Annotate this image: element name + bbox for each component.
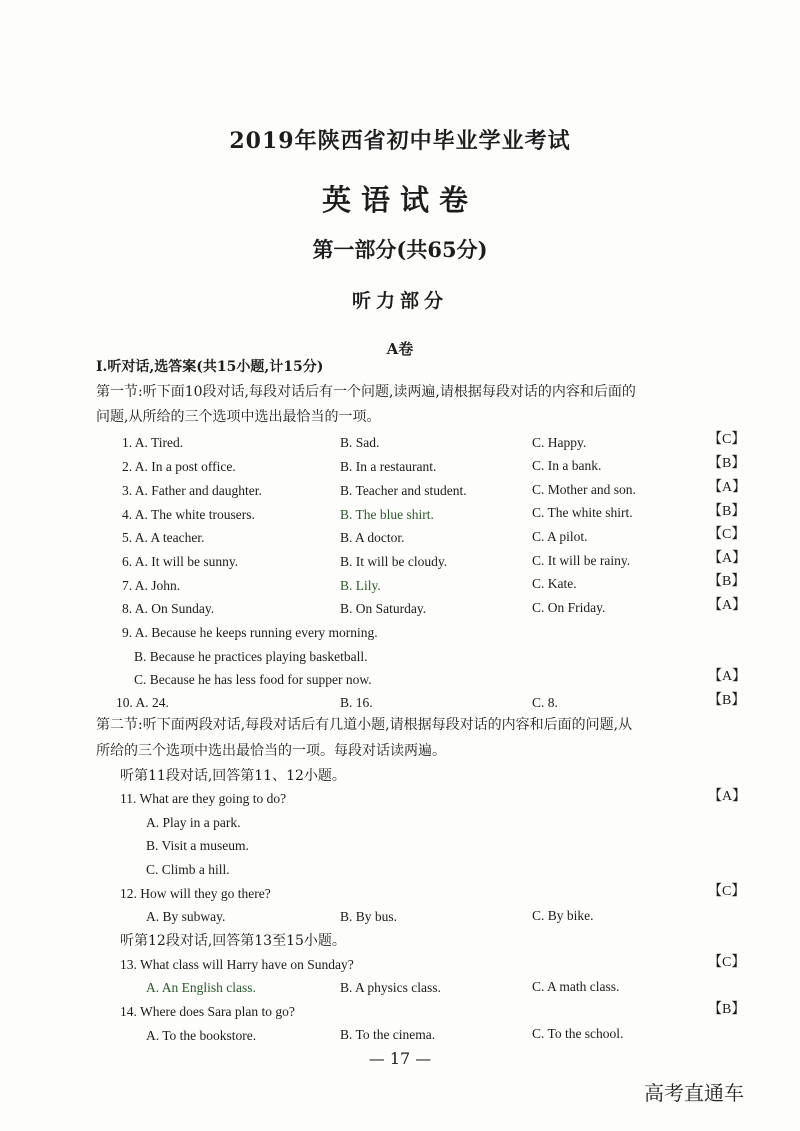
q3-option-a: 3. A. Father and daughter. — [122, 483, 262, 498]
page-number: — 17 — — [368, 1049, 432, 1068]
q12-option-c: C. By bike. — [532, 908, 594, 923]
q10-option-a: 10. A. 24. — [116, 695, 169, 710]
q9-option-a: 9. A. Because he keeps running every morning. — [122, 625, 378, 640]
q1-option-b: B. Sad. — [340, 435, 380, 450]
q2-option-c: C. In a bank. — [532, 458, 602, 473]
q5-option-a: 5. A. A teacher. — [122, 530, 205, 545]
q13-option-b: B. A physics class. — [340, 980, 441, 995]
q1-option-a: 1. A. Tired. — [122, 435, 184, 450]
q6-answer: 【A】 — [708, 551, 747, 566]
q4-option-a: 4. A. The white trousers. — [122, 507, 255, 522]
q10-answer: 【B】 — [708, 693, 746, 708]
q10-option-b: B. 16. — [340, 695, 373, 710]
q14-option-b: B. To the cinema. — [340, 1027, 436, 1042]
q6-option-b: B. It will be cloudy. — [340, 554, 448, 569]
q8-answer: 【A】 — [708, 598, 747, 613]
q12-answer: 【C】 — [708, 884, 746, 899]
q12-stem: 12. How will they go there? — [120, 886, 271, 901]
q4-option-b: B. The blue shirt. — [340, 507, 434, 522]
q11-option-a: A. Play in a park. — [146, 815, 241, 830]
sec2-instruction-line2: 所给的三个选项中选出最恰当的一项。每段对话读两遍。 — [96, 743, 446, 759]
q13-stem: 13. What class will Harry have on Sunday? — [120, 957, 354, 972]
q3-answer: 【A】 — [708, 480, 747, 495]
sec2-instruction-line1: 第二节:听下面两段对话,每段对话后有几道小题,请根据每段对话的内容和后面的问题,从 — [96, 717, 633, 733]
q9-answer: 【A】 — [708, 669, 747, 684]
dialog11-instruction: 听第11段对话,回答第11、12小题。 — [120, 768, 346, 784]
q13-option-a: A. An English class. — [146, 980, 256, 995]
q10-option-c: C. 8. — [532, 695, 558, 710]
q7-option-c: C. Kate. — [532, 576, 577, 591]
q2-option-b: B. In a restaurant. — [340, 459, 437, 474]
q5-option-b: B. A doctor. — [340, 530, 405, 545]
q4-answer: 【B】 — [708, 504, 746, 519]
q7-answer: 【B】 — [708, 574, 746, 589]
q14-answer: 【B】 — [708, 1002, 746, 1017]
q14-option-a: A. To the bookstore. — [146, 1028, 257, 1043]
q3-option-b: B. Teacher and student. — [340, 483, 467, 498]
q9-option-c: C. Because he has less food for supper now. — [134, 672, 372, 687]
q11-option-c: C. Climb a hill. — [146, 862, 230, 877]
q2-option-a: 2. A. In a post office. — [122, 459, 236, 474]
part-title: 第一部分(共65分) — [312, 237, 488, 262]
q3-option-c: C. Mother and son. — [532, 482, 636, 497]
q13-option-c: C. A math class. — [532, 979, 620, 994]
q1-answer: 【C】 — [708, 432, 746, 447]
part1-heading: Ⅰ.听对话,选答案(共15小题,计15分) — [96, 359, 324, 375]
subject-title: 英语试卷 — [321, 183, 478, 217]
q6-option-a: 6. A. It will be sunny. — [122, 554, 239, 569]
dialog12-instruction: 听第12段对话,回答第13至15小题。 — [120, 933, 346, 949]
sec1-instruction-line1: 第一节:听下面10段对话,每段对话后有一个问题,读两遍,请根据每段对话的内容和后面的 — [96, 384, 636, 400]
exam-title: 2019年陕西省初中毕业学业考试 — [229, 128, 571, 154]
sec1-instruction-line2: 问题,从所给的三个选项中选出最恰当的一项。 — [96, 409, 381, 425]
watermark: 高考直通车 — [644, 1081, 744, 1105]
q7-option-a: 7. A. John. — [122, 578, 181, 593]
q2-answer: 【B】 — [708, 456, 746, 471]
q1-option-c: C. Happy. — [532, 435, 587, 450]
q7-option-b: B. Lily. — [340, 578, 381, 593]
q11-option-b: B. Visit a museum. — [146, 838, 249, 853]
q14-stem: 14. Where does Sara plan to go? — [120, 1004, 295, 1019]
q14-option-c: C. To the school. — [532, 1026, 624, 1041]
q6-option-c: C. It will be rainy. — [532, 553, 631, 568]
section-title: 听力部分 — [351, 290, 448, 312]
q8-option-c: C. On Friday. — [532, 600, 606, 615]
q11-stem: 11. What are they going to do? — [120, 791, 287, 806]
q8-option-a: 8. A. On Sunday. — [122, 601, 215, 616]
q5-answer: 【C】 — [708, 527, 746, 542]
q9-option-b: B. Because he practices playing basketball. — [134, 649, 368, 664]
volume-label: A卷 — [386, 340, 414, 358]
q5-option-c: C. A pilot. — [532, 529, 588, 544]
q12-option-b: B. By bus. — [340, 909, 398, 924]
q4-option-c: C. The white shirt. — [532, 505, 633, 520]
q12-option-a: A. By subway. — [146, 909, 226, 924]
q11-answer: 【A】 — [708, 789, 747, 804]
q8-option-b: B. On Saturday. — [340, 601, 427, 616]
q13-answer: 【C】 — [708, 955, 746, 970]
